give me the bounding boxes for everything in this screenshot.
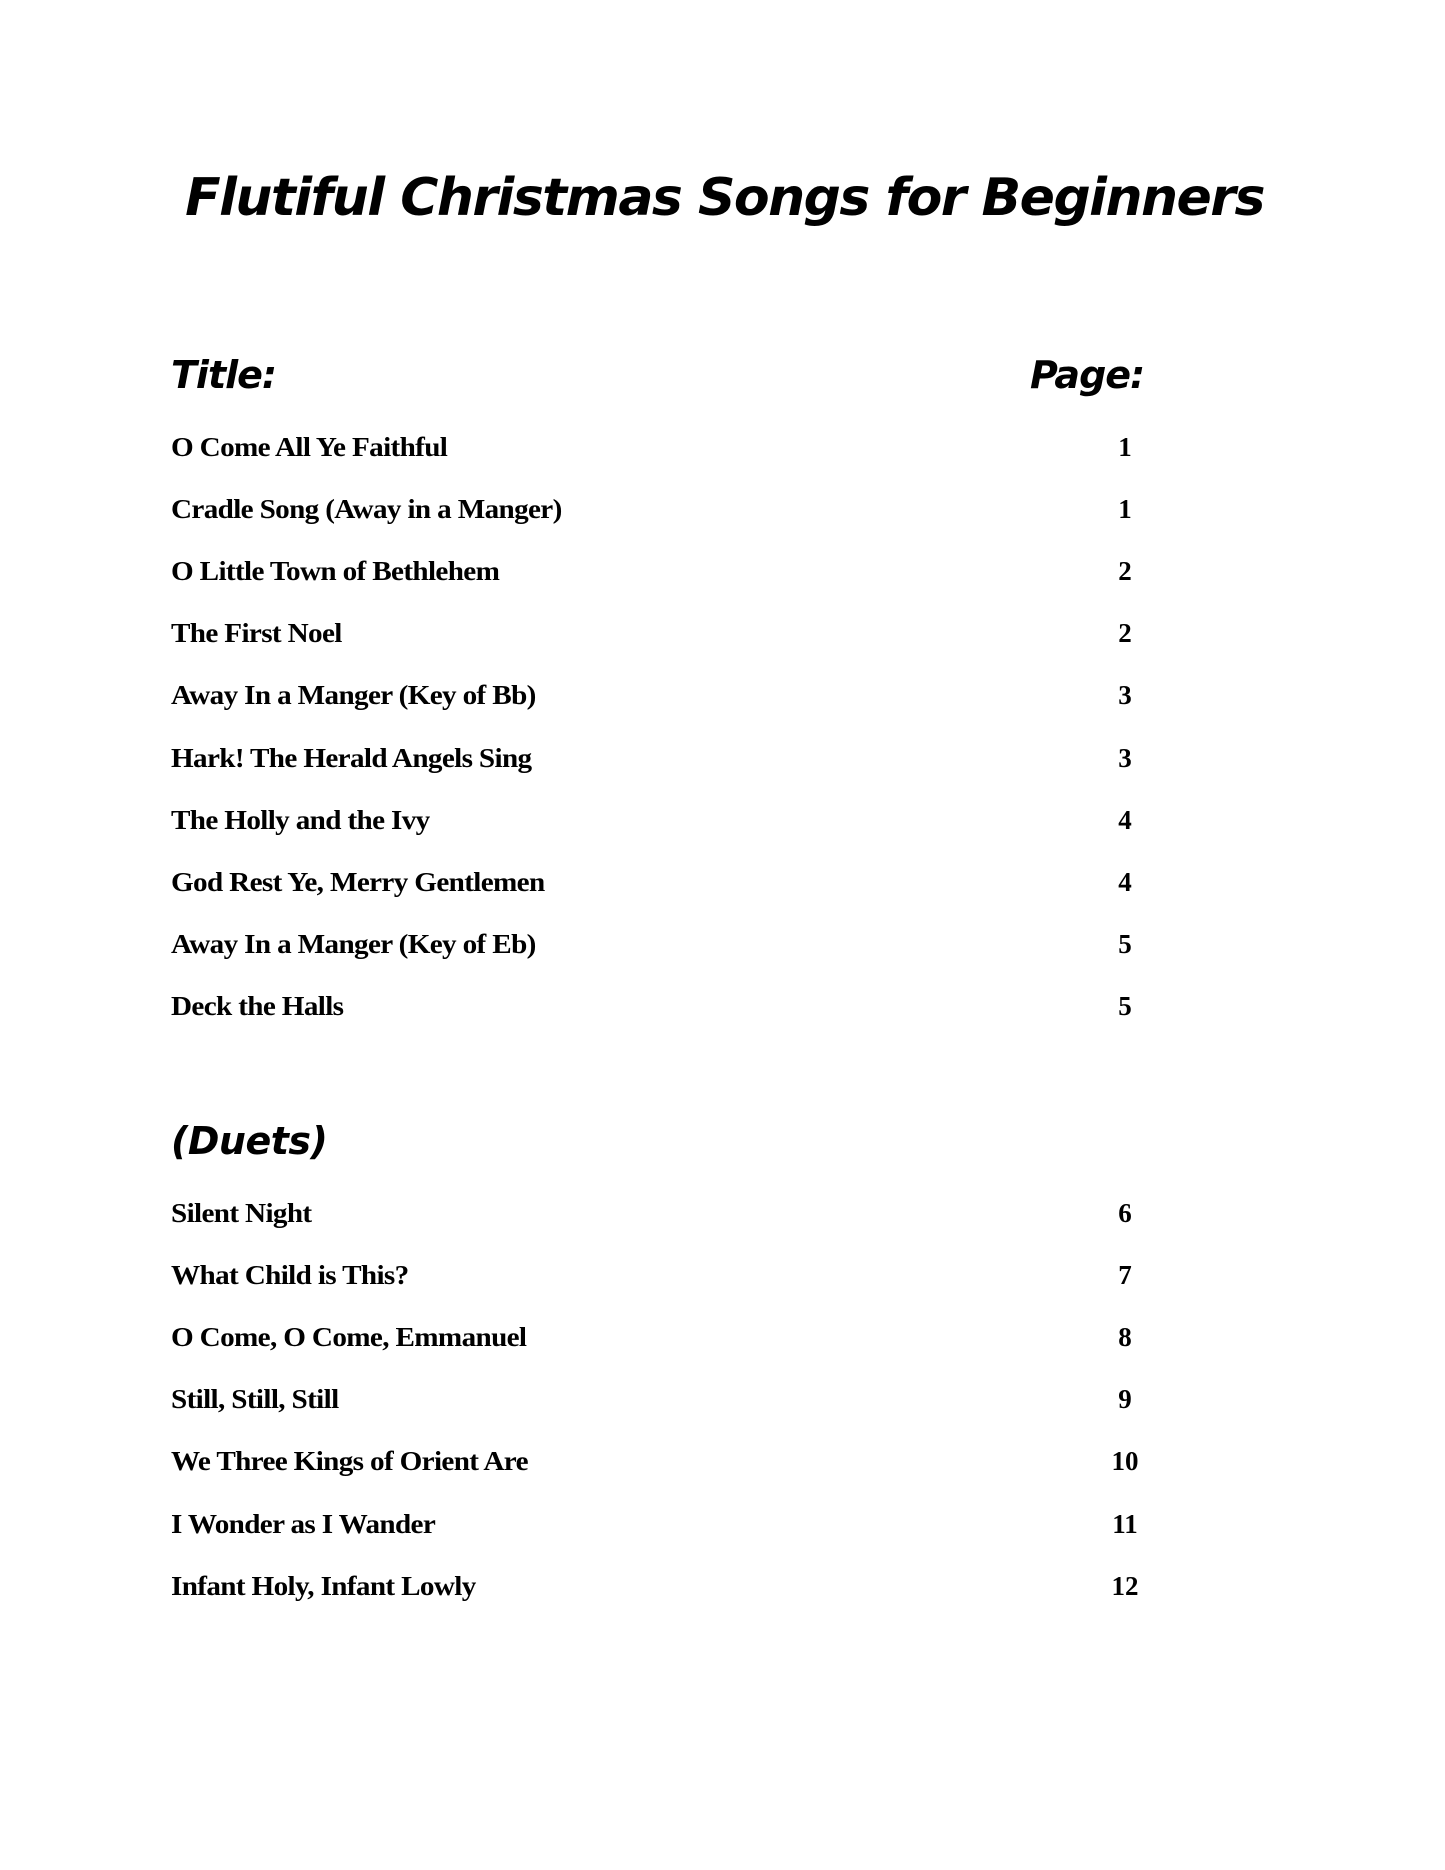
toc-row [0,1200,1445,1240]
title-column-header: Title: [171,353,277,397]
toc-row [0,1386,1445,1426]
toc-row [0,1448,1445,1488]
toc-row [0,620,1445,660]
song-title: O Come All Ye Faithful [171,432,448,462]
page-column-header: Page: [1030,353,1145,397]
page-number: 8 [1118,1322,1132,1353]
song-title: We Three Kings of Orient Are [171,1446,528,1477]
toc-row [0,434,1445,474]
song-title: Deck the Halls [171,990,344,1021]
page-number: 10 [1111,1446,1139,1477]
page-number: 5 [1118,990,1132,1021]
song-title: O Come, O Come, Emmanuel [171,1322,527,1353]
toc-row [0,990,1445,1033]
duets-section-header: (Duets) [171,1119,328,1163]
toc-row [0,682,1445,722]
song-title: The First Noel [171,618,342,649]
page-number: 5 [1118,928,1132,959]
toc-row [0,1262,1445,1302]
song-title: Still, Still, Still [171,1384,339,1415]
song-title: God Rest Ye, Merry Gentlemen [171,866,545,897]
song-title: Cradle Song (Away in a Manger) [171,494,562,525]
song-title: Away In a Manger (Key of Eb) [171,928,536,959]
toc-row [0,558,1445,598]
page-number: 9 [1118,1384,1132,1415]
toc-row [0,742,1445,785]
page-number: 2 [1118,556,1132,587]
song-title: What Child is This? [171,1260,409,1291]
song-title: The Holly and the Ivy [171,804,430,835]
page-number: 1 [1118,432,1132,462]
toc-row [0,1508,1445,1551]
song-title: I Wonder as I Wander [171,1508,436,1539]
page-number: 4 [1118,804,1132,835]
toc-row [0,866,1445,909]
page-number: 4 [1118,866,1132,897]
toc-row [0,928,1445,971]
song-title: O Little Town of Bethlehem [171,556,500,587]
page-number: 1 [1118,494,1132,525]
toc-row [0,1324,1445,1364]
page-number: 3 [1118,680,1132,711]
page-number: 12 [1111,1570,1139,1601]
song-title: Hark! The Herald Angels Sing [171,742,532,773]
song-title: Infant Holy, Infant Lowly [171,1570,476,1601]
page-number: 6 [1118,1198,1132,1228]
page-number: 11 [1112,1508,1138,1539]
page-number: 7 [1118,1260,1132,1291]
song-title: Away In a Manger (Key of Bb) [171,680,536,711]
song-title: Silent Night [171,1198,312,1228]
toc-row [0,1570,1445,1613]
toc-row [0,496,1445,536]
page-number: 2 [1118,618,1132,649]
page-number: 3 [1118,742,1132,773]
document-title: Flutiful Christmas Songs for Beginners [185,168,1264,228]
toc-row [0,804,1445,847]
